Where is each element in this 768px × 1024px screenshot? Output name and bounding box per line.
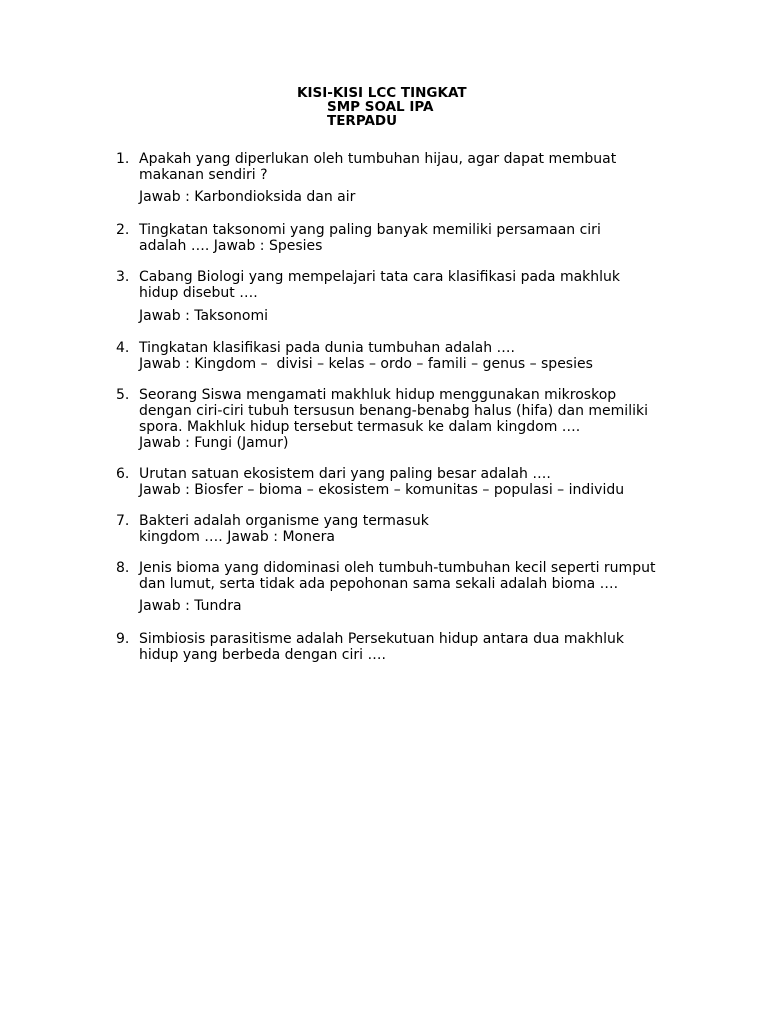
- question-text-line: Tingkatan taksonomi yang paling banyak memiliki persamaan ciri: [139, 222, 601, 238]
- question-number: 5.: [116, 387, 130, 403]
- question-answer-line: kingdom …. Jawab : Monera: [139, 529, 335, 545]
- question-text-line: Simbiosis parasitisme adalah Persekutuan hidup antara dua makhluk: [139, 631, 624, 647]
- answer-line: Jawab : Biosfer – bioma – ekosistem – komunitas – populasi – individu: [139, 482, 625, 498]
- question-text-line: hidup yang berbeda dengan ciri ….: [139, 647, 386, 663]
- question-text-line: Apakah yang diperlukan oleh tumbuhan hijau, agar dapat membuat: [139, 151, 617, 167]
- question-text-line: makanan sendiri ?: [139, 167, 268, 183]
- question-number: 3.: [116, 269, 130, 285]
- question-text-line: dan lumut, serta tidak ada pepohonan sama sekali adalah bioma ….: [139, 576, 619, 592]
- title-line-3: TERPADU: [327, 113, 398, 129]
- question-number: 6.: [116, 466, 130, 482]
- question-text-line: Tingkatan klasifikasi pada dunia tumbuhan adalah ….: [139, 340, 516, 356]
- title-line-2: SMP SOAL IPA: [327, 99, 434, 115]
- question-answer-line: adalah …. Jawab : Spesies: [139, 238, 323, 254]
- answer-line: Jawab : Karbondioksida dan air: [139, 189, 356, 205]
- question-text-line: Cabang Biologi yang mempelajari tata cara klasifikasi pada makhluk: [139, 269, 621, 285]
- question-number: 8.: [116, 560, 130, 576]
- question-text-line: Seorang Siswa mengamati makhluk hidup menggunakan mikroskop: [139, 387, 617, 403]
- question-text-line: Bakteri adalah organisme yang termasuk: [139, 513, 429, 529]
- question-text-line: Urutan satuan ekosistem dari yang paling besar adalah ….: [139, 466, 551, 482]
- question-number: 4.: [116, 340, 130, 356]
- question-number: 2.: [116, 222, 130, 238]
- question-text-line: hidup disebut ….: [139, 285, 258, 301]
- answer-line: Jawab : Fungi (Jamur): [139, 435, 289, 451]
- title-line-1: KISI-KISI LCC TINGKAT: [297, 85, 467, 101]
- question-text-line: Jenis bioma yang didominasi oleh tumbuh-tumbuhan kecil seperti rumput: [139, 560, 656, 576]
- answer-line: Jawab : Tundra: [139, 598, 242, 614]
- question-text-line: dengan ciri-ciri tubuh tersusun benang-benabg halus (hifa) dan memiliki: [139, 403, 648, 419]
- answer-line: Jawab : Taksonomi: [139, 308, 268, 324]
- question-number: 7.: [116, 513, 130, 529]
- question-number: 1.: [116, 151, 130, 167]
- answer-line: Jawab : Kingdom – divisi – kelas – ordo – famili – genus – spesies: [139, 356, 593, 372]
- question-number: 9.: [116, 631, 130, 647]
- question-text-line: spora. Makhluk hidup tersebut termasuk ke dalam kingdom ….: [139, 419, 581, 435]
